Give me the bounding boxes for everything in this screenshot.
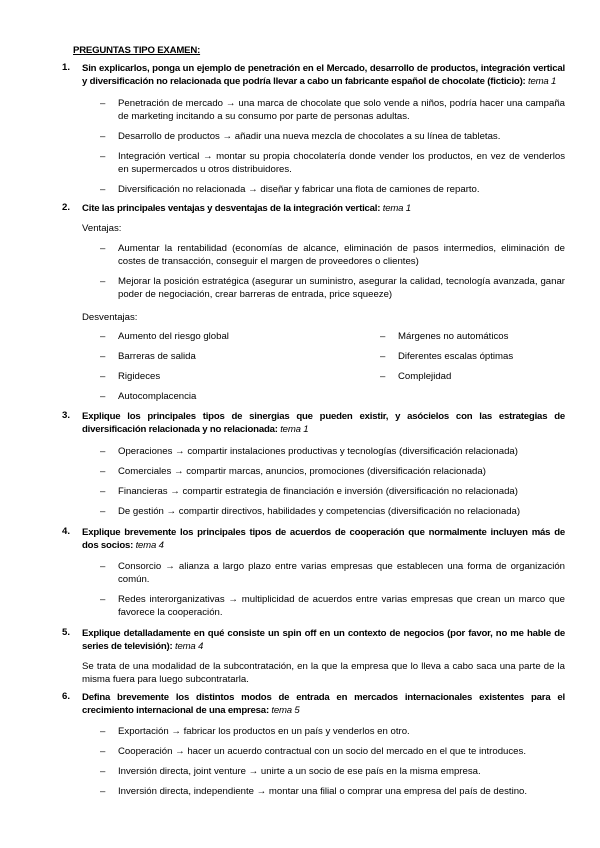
document-title: PREGUNTAS TIPO EXAMEN: <box>73 45 201 56</box>
list-item: – Consorcio → alianza a largo plazo entre varias empresas que establecen una forma de organización común. <box>100 560 565 586</box>
list-item: – Exportación → fabricar los productos en un país y venderlos en otro. <box>100 725 565 738</box>
list-item: – Cooperación → hacer un acuerdo contractual con un socio del mercado en el que te introduces. <box>100 745 565 758</box>
list-item: – De gestión → compartir directivos, habilidades y competencias (diversificación no relacionada) <box>100 505 565 518</box>
list-item: – Diversificación no relacionada → diseñar y fabricar una flota de camiones de reparto. <box>100 183 565 196</box>
answer-list-6 <box>100 725 565 805</box>
answer-list-4 <box>100 560 565 626</box>
question-number: 5. <box>62 627 71 638</box>
answer-list-1 <box>100 97 565 203</box>
list-item: – Rigideces <box>100 370 340 383</box>
question-text: Explique detalladamente en qué consiste un spin off en un contexto de negocios (por favor, no me hable de series de televisión): tema 4 <box>82 628 565 652</box>
list-item: – Penetración de mercado → una marca de chocolate que solo vende a niños, podría hacer una campaña de marketing incitando a su consumo por parte de personas adultas. <box>100 97 565 123</box>
list-item: – Integración vertical → montar su propia chocolatería donde vender los productos, en vez de venderlos en supermercados u otros distribuidores. <box>100 150 565 176</box>
answer-list-3 <box>100 445 565 525</box>
list-item: – Diferentes escalas óptimas <box>380 350 600 363</box>
list-item: – Mejorar la posición estratégica (asegurar un suministro, asegurar la calidad, tecnología avanzada, ganar poder de negociación, crear barreras de entrada, price squeeze) <box>100 275 565 301</box>
list-item: – Aumento del riesgo global <box>100 330 340 343</box>
list-item: – Aumentar la rentabilidad (economías de alcance, eliminación de pasos intermedios, eliminación de costes de transacción, conseguir el margen de proveedores o clientes) <box>100 242 565 268</box>
answer-paragraph-5: Se trata de una modalidad de la subcontratación, en la que la empresa que lo lleva a cabo saca una parte de la misma fuera para luego subcontratarla. <box>82 661 565 685</box>
ventajas-list <box>100 242 565 308</box>
topic-tag: tema 1 <box>528 76 557 87</box>
list-item: – Operaciones → compartir instalaciones productivas y tecnologías (diversificación relacionada) <box>100 445 565 458</box>
question-number: 6. <box>62 691 71 702</box>
topic-tag: tema 1 <box>382 203 411 214</box>
question-6 <box>62 691 565 717</box>
list-item: – Barreras de salida <box>100 350 340 363</box>
list-item: – Inversión directa, independiente → montar una filial o comprar una empresa del país de destino. <box>100 785 565 798</box>
question-number: 2. <box>62 202 71 213</box>
question-3 <box>62 410 565 436</box>
question-4 <box>62 526 565 552</box>
question-text: Explique los principales tipos de sinergias que pueden existir, y asócielos con las estrategias de diversificación relacionada y no relacionada: tema 1 <box>82 411 565 435</box>
topic-tag: tema 4 <box>135 540 164 551</box>
list-item: – Desarrollo de productos → añadir una nueva mezcla de chocolates a su línea de tabletas. <box>100 130 565 143</box>
list-item: – Inversión directa, joint venture → unirte a un socio de ese país en la misma empresa. <box>100 765 565 778</box>
topic-tag: tema 4 <box>174 641 204 652</box>
question-text: Defina brevemente los distintos modos de entrada en mercados internacionales existentes para el crecimiento internacional de una empresa: tema 5 <box>82 692 565 716</box>
list-item: – Financieras → compartir estrategia de financiación e inversión (diversificación no relacionada) <box>100 485 565 498</box>
question-1 <box>62 62 565 88</box>
desventajas-label: Desventajas: <box>82 312 138 323</box>
question-text: Explique brevemente los principales tipos de acuerdos de cooperación que normalmente incluyen más de dos socios: tema 4 <box>82 527 565 551</box>
list-item: – Autocomplacencia <box>100 390 340 403</box>
question-text: Cite las principales ventajas y desventajas de la integración vertical: tema 1 <box>82 203 411 214</box>
desventajas-right-column <box>380 330 600 390</box>
list-item: – Márgenes no automáticos <box>380 330 600 343</box>
question-number: 1. <box>62 62 71 73</box>
topic-tag: tema 1 <box>280 424 309 435</box>
question-number: 3. <box>62 410 71 421</box>
question-number: 4. <box>62 526 71 537</box>
question-5 <box>62 627 565 653</box>
topic-tag: tema 5 <box>271 705 300 716</box>
list-item: – Comerciales → compartir marcas, anuncios, promociones (diversificación relacionada) <box>100 465 565 478</box>
list-item: – Redes interorganizativas → multiplicidad de acuerdos entre varias empresas que crean un marco que favorece la cooperación. <box>100 593 565 619</box>
question-text: Sin explicarlos, ponga un ejemplo de penetración en el Mercado, desarrollo de productos, integración vertical y diversificación no relacionada que podría llevar a cabo un fabricante español de chocolate (ficticio): tema 1 <box>82 63 565 87</box>
desventajas-left-column <box>100 330 340 410</box>
ventajas-label: Ventajas: <box>82 223 122 234</box>
list-item: – Complejidad <box>380 370 600 383</box>
question-2 <box>62 202 565 215</box>
